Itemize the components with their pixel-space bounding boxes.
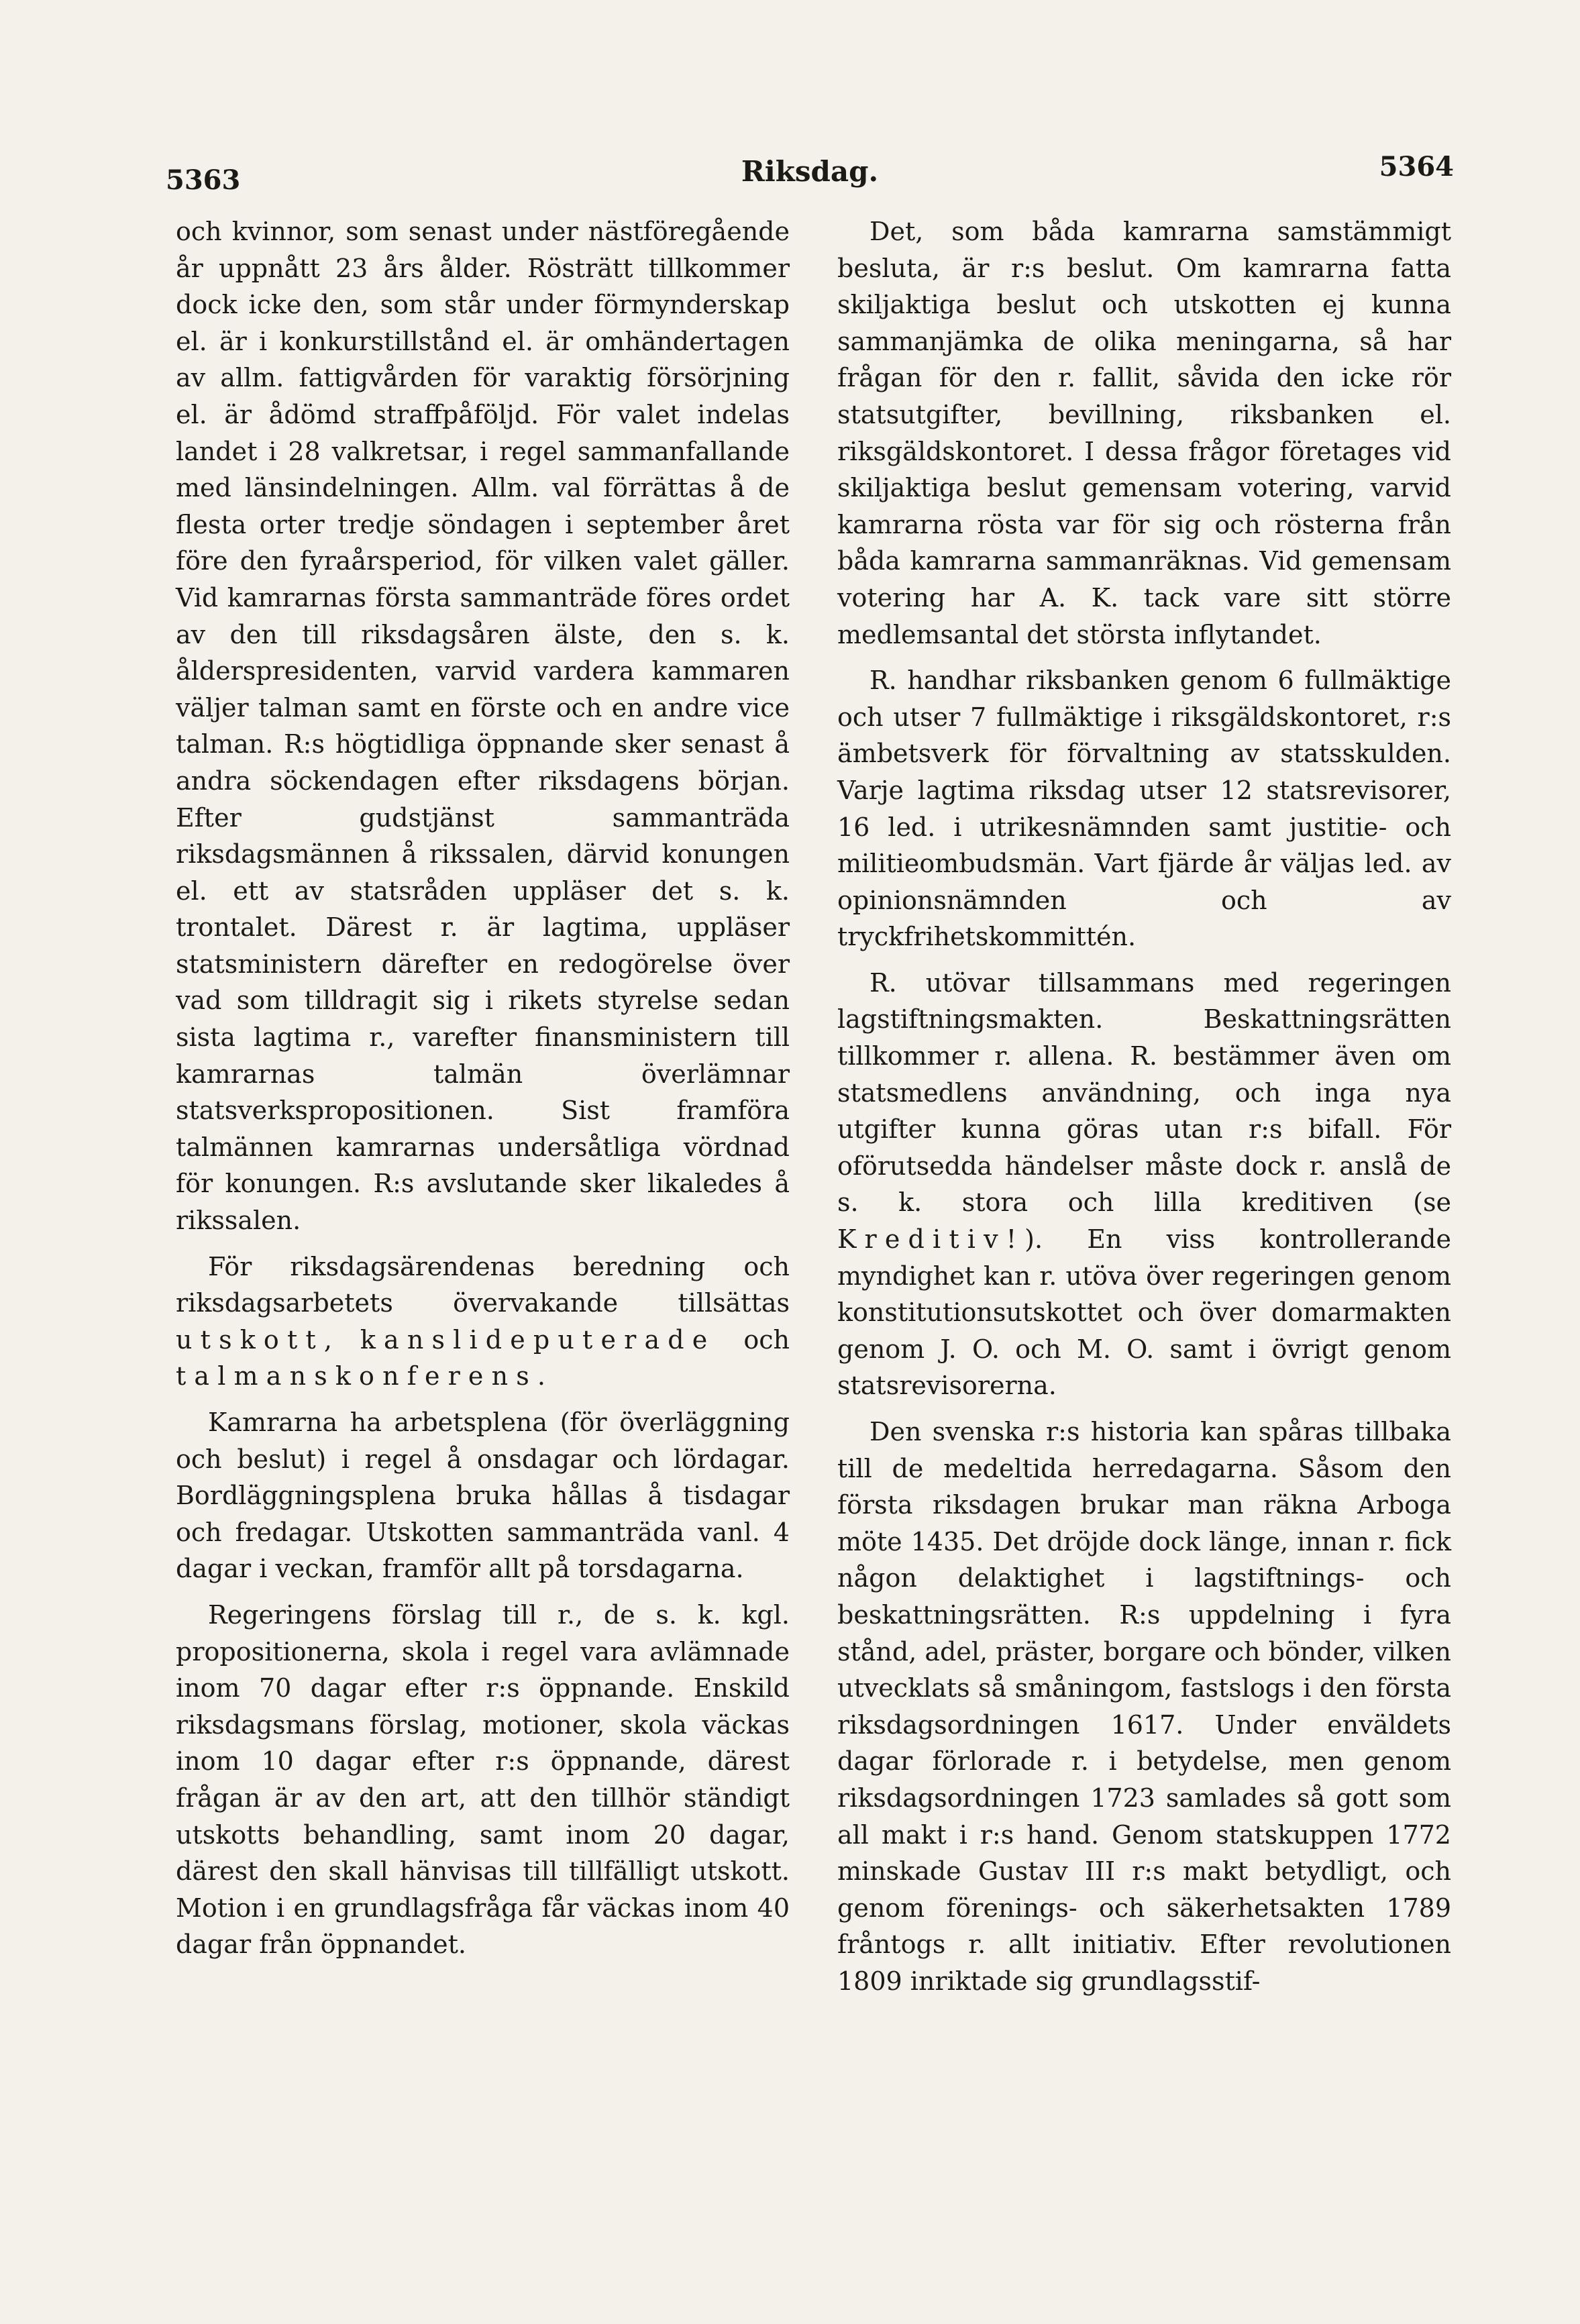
- term-kreditiv: Kreditiv!: [837, 1224, 1025, 1255]
- left-paragraph-3: Kamrarna ha arbetsplena (för överläggning och beslut) i regel å onsdagar och lördagar. Bordläggningsplena bruka hållas å tisdagar och fredagar. Utskotten sammanträda vanl. 4 dagar i veckan, framför allt på torsdagarna.: [176, 1408, 790, 1584]
- running-title: Riksdag.: [741, 155, 879, 188]
- left-p2-text-b: ,: [323, 1324, 332, 1355]
- left-page-number: 5363: [166, 164, 241, 196]
- right-paragraph-1: Det, som båda kamrarna samstämmigt besluta, är r:s beslut. Om kamrarna fatta skiljaktiga beslut och utskotten ej kunna sammanjämka de olika meningarna, så har frågan för den r. fallit, såvida den icke rör statsutgifter, bevillning, riksbanken el. riksgäldskontoret. I dessa frågor företages vid skiljaktiga beslut gemensam votering, varvid kamrarna rösta var för sig och rösterna från båda kamrarna sammanräknas. Vid gemensam votering har A. K. tack vare sitt större medlemsantal det största inflytandet.: [837, 217, 1451, 649]
- term-utskott: utskott: [176, 1324, 324, 1355]
- term-talmanskonferens: talmanskonferens: [176, 1361, 537, 1391]
- right-paragraph-2: R. handhar riksbanken genom 6 fullmäktige och utser 7 fullmäktige i riksgäldskontoret, r:s ämbetsverk för förvaltning av statsskulden. Varje lagtima riksdag utser 12 statsrevisorer, 16 led. i utrikesnämnden samt justitie- och militieombudsmän. Vart fjärde år väljas led. av opinionsnämnden och av tryckfrihetskommittén.: [837, 666, 1451, 952]
- right-paragraph-3: [837, 965, 1451, 1404]
- left-column: [176, 213, 790, 1972]
- right-p3-text-a: R. utövar tillsammans med regeringen lagstiftningsmakten. Beskattningsrätten tillkommer r. allena. R. bestämmer även om statsmedlens användning, och inga nya utgifter kunna göras utan r:s bifall. För oförutsedda händelser måste dock r. anslå de s. k. stora och lilla kreditiven (se: [837, 967, 1451, 1218]
- right-paragraph-4: Den svenska r:s historia kan spåras tillbaka till de medeltida herredagarna. Såsom den första riksdagen brukar man räkna Arboga möte 1435. Det dröjde dock länge, innan r. fick någon delaktighet i lagstiftnings- och beskattningsrätten. R:s uppdelning i fyra stånd, adel, präster, borgare och bönder, vilken utvecklats så småningom, fastslogs i den första riksdagsordningen 1617. Under enväldets dagar förlorade r. i betydelse, men genom riksdagsordningen 1723 samlades så gott som all makt i r:s hand. Genom statskuppen 1772 minskade Gustav III r:s makt betydligt, och genom förenings- och säkerhetsakten 1789 fråntogs r. allt initiativ. Efter revolutionen 1809 inriktade sig grundlagsstif-: [837, 1417, 1451, 1996]
- page-header: [166, 151, 1454, 198]
- left-paragraph-4: Regeringens förslag till r., de s. k. kgl. propositionerna, skola i regel vara avlämnade inom 70 dagar efter r:s öppnande. Enskild riksdagsmans förslag, motioner, skola väckas inom 10 dagar efter r:s öppnande, därest frågan är av den art, att den tillhör ständigt utskotts behandling, samt inom 20 dagar, därest den skall hänvisas till tillfälligt utskott. Motion i en grundlagsfråga får väckas inom 40 dagar från öppnandet.: [176, 1599, 790, 1960]
- right-column: [837, 213, 1451, 2009]
- term-kanslideputerade: kanslideputerade: [360, 1324, 716, 1355]
- left-p2-text-c: och: [743, 1324, 790, 1355]
- left-paragraph-2: [176, 1249, 790, 1395]
- right-p3-text-b: ). En viss kontrollerande myndighet kan r. utöva över regeringen genom konstitutionsutskottet och över domarmakten genom J. O. och M. O. samt i övrigt genom statsrevisorerna.: [837, 1224, 1451, 1401]
- left-p2-text-d: .: [537, 1361, 545, 1391]
- left-paragraph-1: och kvinnor, som senast under nästföregående år uppnått 23 års ålder. Rösträtt tillkommer dock icke den, som står under förmynderskap el. är i konkurstillstånd el. är omhändertagen av allm. fattigvården för varaktig försörjning el. är ådömd straffpåföljd. För valet indelas landet i 28 valkretsar, i regel sammanfallande med länsindelningen. Allm. val förrättas å de flesta orter tredje söndagen i september året före den fyraårsperiod, för vilken valet gäller. Vid kamrarnas första sammanträde föres ordet av den till riksdagsåren älste, den s. k. ålderspresidenten, varvid vardera kammaren väljer talman samt en förste och en andre vice talman. R:s högtidliga öppnande sker senast å andra söckendagen efter riksdagens början. Efter gudstjänst sammanträda riksdagsmännen å rikssalen, därvid konungen el. ett av statsråden uppläser det s. k. trontalet. Därest r. är lagtima, uppläser statsministern därefter en redogörelse över vad som tilldragit sig i rikets styrelse sedan sista lagtima r., varefter finansministern till kamrarnas talmän överlämnar statsverkspropositionen. Sist framföra talmännen kamrarnas undersåtliga vördnad för konungen. R:s avslutande sker likaledes å rikssalen.: [176, 217, 790, 1236]
- left-p2-text-a: För riksdagsärendenas beredning och riksdagsarbetets övervakande tillsättas: [176, 1251, 790, 1318]
- right-page-number: 5364: [1379, 151, 1454, 182]
